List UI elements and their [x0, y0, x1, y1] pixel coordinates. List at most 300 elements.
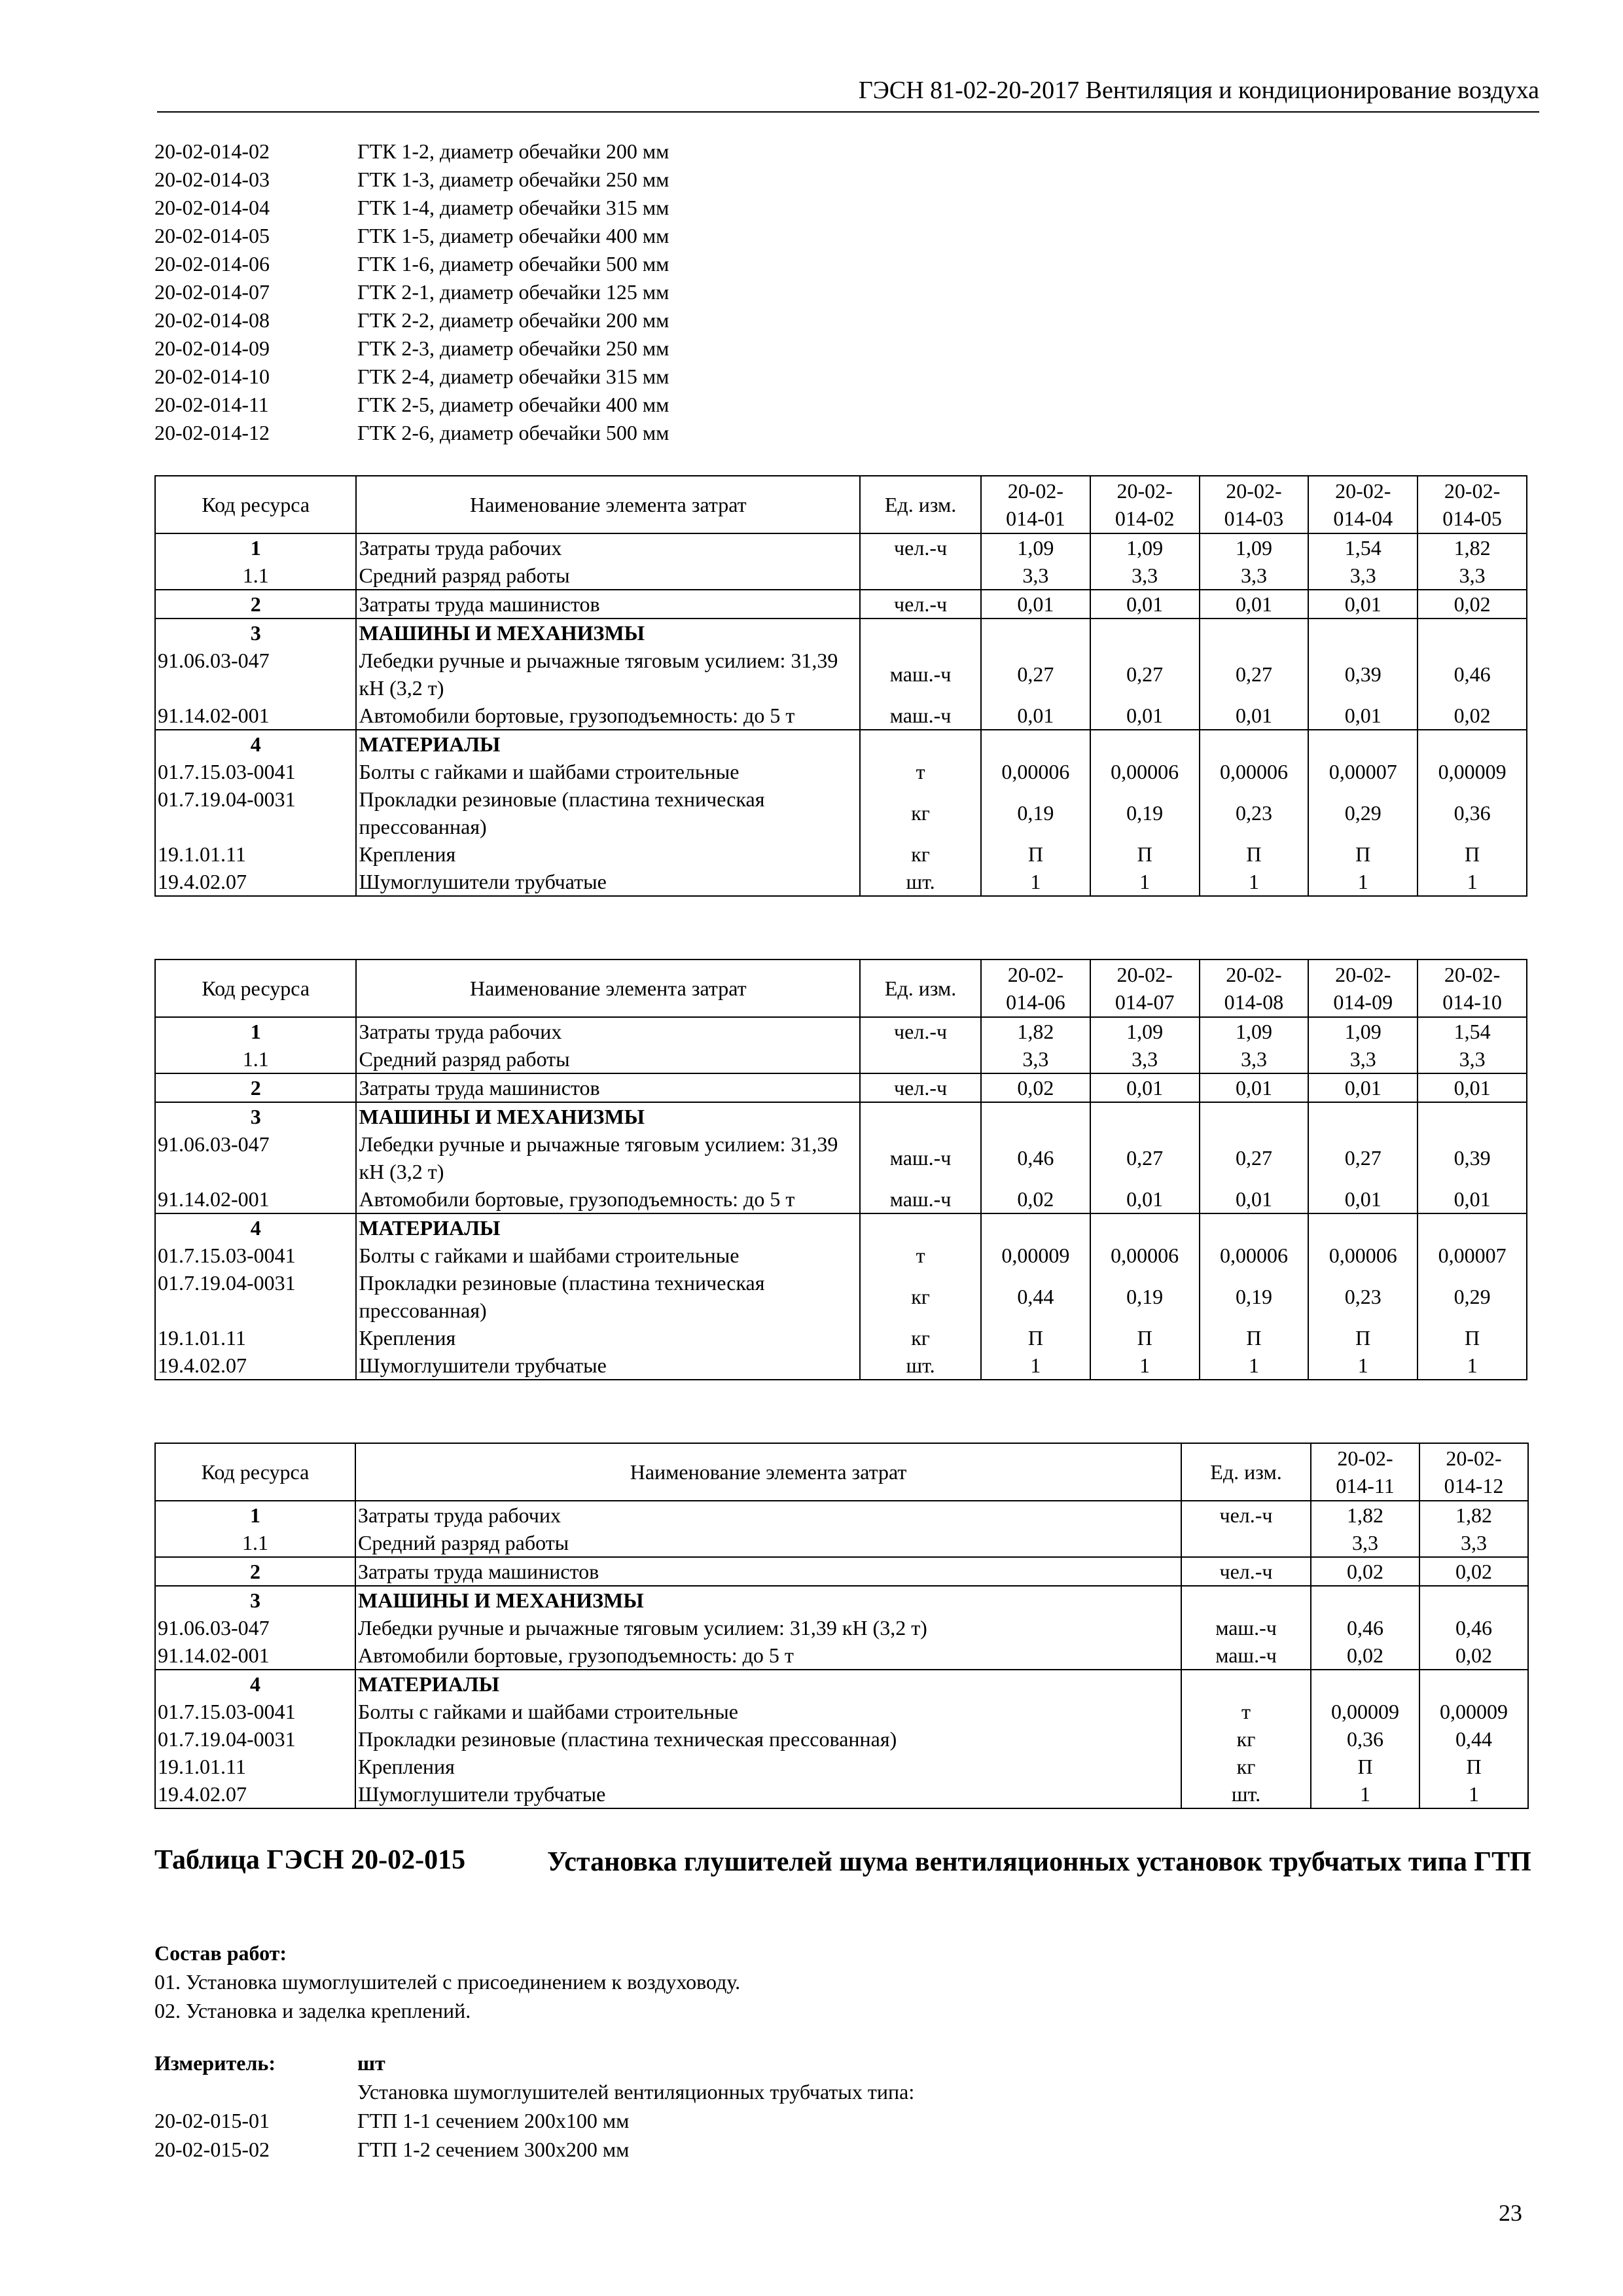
- work-item: 01. Установка шумоглушителей с присоединением к воздуховоду.: [154, 1970, 741, 1994]
- resource-code-cell: 19.1.01.11: [155, 840, 356, 868]
- value-cell: 3,3: [981, 562, 1090, 590]
- code-list-name: ГТК 2-3, диаметр обечайки 250 мм: [357, 336, 669, 360]
- norm-code-part: 014-11: [1336, 1474, 1395, 1498]
- resource-unit-cell: чел.-ч: [860, 533, 981, 562]
- meter-item-name: ГТП 1-2 сечением 300х200 мм: [357, 2138, 630, 2161]
- resource-code-cell: 91.14.02-001: [155, 1641, 355, 1670]
- table-row: [155, 647, 1527, 702]
- resource-code-cell: 19.4.02.07: [155, 1352, 356, 1380]
- value-cell: 0,19: [1090, 785, 1200, 840]
- header-norm-cell: [1311, 1443, 1419, 1501]
- value-cell: П: [981, 840, 1090, 868]
- code-list-code: 20-02-014-04: [154, 196, 270, 219]
- resource-unit-cell: [860, 619, 981, 647]
- value-cell: П: [1200, 840, 1309, 868]
- resource-unit-cell: маш.-ч: [860, 702, 981, 730]
- page-number: 23: [1499, 2200, 1522, 2226]
- value-cell: [1418, 730, 1527, 758]
- code-list-code: 20-02-014-03: [154, 168, 270, 191]
- value-cell: 0,01: [981, 590, 1090, 619]
- value-cell: 0,01: [1090, 1185, 1200, 1213]
- header-norm-cell: [1418, 960, 1527, 1017]
- value-cell: 0,46: [1419, 1614, 1528, 1641]
- header-norm-cell: [1308, 476, 1418, 533]
- value-cell: 0,44: [1419, 1725, 1528, 1753]
- meter-item: [154, 2106, 914, 2135]
- value-cell: [1200, 619, 1309, 647]
- value-cell: 1: [1418, 868, 1527, 896]
- norm-code-part: 20-02-: [1444, 479, 1501, 503]
- resource-name-cell: Шумоглушители трубчатые: [355, 1780, 1181, 1808]
- value-cell: 0,27: [1090, 1130, 1200, 1185]
- value-cell: 1,09: [1090, 1017, 1200, 1045]
- meter-row: [154, 2049, 914, 2077]
- resource-unit-cell: [1181, 1670, 1311, 1698]
- value-cell: 3,3: [1090, 1045, 1200, 1073]
- resource-unit-cell: маш.-ч: [1181, 1641, 1311, 1670]
- value-cell: 0,36: [1311, 1725, 1419, 1753]
- value-cell: 3,3: [981, 1045, 1090, 1073]
- code-list-name: ГТК 2-4, диаметр обечайки 315 мм: [357, 365, 669, 388]
- value-cell: 3,3: [1419, 1529, 1528, 1557]
- table-row: [155, 1670, 1528, 1698]
- value-cell: [981, 730, 1090, 758]
- resource-unit-cell: шт.: [860, 1352, 981, 1380]
- code-list-name: ГТК 1-2, диаметр обечайки 200 мм: [357, 139, 669, 163]
- header-code-cell: Код ресурса: [155, 1443, 355, 1501]
- value-cell: 3,3: [1308, 562, 1418, 590]
- code-list-name: ГТК 1-4, диаметр обечайки 315 мм: [357, 196, 669, 219]
- value-cell: 0,19: [1090, 1269, 1200, 1324]
- code-list-item: [154, 194, 669, 222]
- value-cell: 1,82: [981, 1017, 1090, 1045]
- table-row: [155, 868, 1527, 896]
- resource-name-cell: МАШИНЫ И МЕХАНИЗМЫ: [356, 619, 860, 647]
- resource-code-cell: 2: [155, 590, 356, 619]
- code-list-name: ГТК 1-5, диаметр обечайки 400 мм: [357, 224, 669, 247]
- table-row: [155, 1073, 1527, 1102]
- value-cell: П: [1090, 840, 1200, 868]
- resource-code-cell: 19.1.01.11: [155, 1324, 356, 1352]
- value-cell: 0,00009: [1311, 1698, 1419, 1725]
- resource-name-cell: Средний разряд работы: [356, 1045, 860, 1073]
- table-row: [155, 1324, 1527, 1352]
- value-cell: 0,00009: [981, 1242, 1090, 1269]
- resource-name-cell: Крепления: [356, 1324, 860, 1352]
- value-cell: 1,09: [1200, 1017, 1309, 1045]
- value-cell: [1308, 1213, 1418, 1242]
- value-cell: 1,54: [1308, 533, 1418, 562]
- value-cell: [1090, 1213, 1200, 1242]
- value-cell: 0,27: [1200, 1130, 1309, 1185]
- code-list-code: 20-02-014-02: [154, 139, 270, 163]
- value-cell: 3,3: [1418, 562, 1527, 590]
- resource-code-cell: 3: [155, 1102, 356, 1130]
- value-cell: [1419, 1670, 1528, 1698]
- value-cell: 0,01: [1308, 1073, 1418, 1102]
- resource-code-cell: 2: [155, 1557, 355, 1586]
- resource-unit-cell: [860, 730, 981, 758]
- table-row: [155, 785, 1527, 840]
- value-cell: [1418, 1213, 1527, 1242]
- resource-unit-cell: чел.-ч: [860, 590, 981, 619]
- meter-section: [154, 2049, 914, 2164]
- resource-unit-cell: чел.-ч: [1181, 1501, 1311, 1529]
- resource-unit-cell: т: [1181, 1698, 1311, 1725]
- table-row: [155, 1780, 1528, 1808]
- resource-unit-cell: [860, 562, 981, 590]
- resource-code-cell: 3: [155, 1586, 355, 1614]
- table-header-row: [155, 1443, 1528, 1501]
- value-cell: [1418, 619, 1527, 647]
- value-cell: [1090, 730, 1200, 758]
- resource-name-cell: Автомобили бортовые, грузоподъемность: до 5 т: [355, 1641, 1181, 1670]
- resource-unit-cell: [1181, 1529, 1311, 1557]
- code-list-code: 20-02-014-11: [154, 393, 269, 416]
- value-cell: 1: [1200, 1352, 1309, 1380]
- norm-code-part: 20-02-: [1226, 479, 1282, 503]
- norm-code-part: 014-10: [1442, 990, 1502, 1014]
- table-row: [155, 619, 1527, 647]
- value-cell: 0,01: [1200, 1185, 1309, 1213]
- code-list-name: ГТК 2-6, диаметр обечайки 500 мм: [357, 421, 669, 444]
- value-cell: П: [981, 1324, 1090, 1352]
- value-cell: 0,00006: [1090, 1242, 1200, 1269]
- value-cell: 0,02: [1418, 702, 1527, 730]
- resource-name-cell: Средний разряд работы: [356, 562, 860, 590]
- value-cell: 3,3: [1308, 1045, 1418, 1073]
- value-cell: [1200, 1102, 1309, 1130]
- code-list-item: [154, 306, 669, 334]
- resource-code-cell: 1.1: [155, 1529, 355, 1557]
- header-code-cell: Код ресурса: [155, 960, 356, 1017]
- table-title-label: Таблица ГЭСН 20-02-015: [154, 1845, 466, 1875]
- resource-code-cell: 4: [155, 1213, 356, 1242]
- meter-description-row: [154, 2077, 914, 2106]
- value-cell: 3,3: [1418, 1045, 1527, 1073]
- table-row: [155, 1614, 1528, 1641]
- code-list-code: 20-02-014-08: [154, 308, 270, 332]
- norm-code-part: 014-12: [1444, 1474, 1504, 1498]
- code-list-name: ГТК 2-2, диаметр обечайки 200 мм: [357, 308, 669, 332]
- resource-code-cell: 19.4.02.07: [155, 868, 356, 896]
- code-list-name: ГТК 2-1, диаметр обечайки 125 мм: [357, 280, 669, 304]
- code-list-code: 20-02-014-09: [154, 336, 270, 360]
- value-cell: 1: [1090, 868, 1200, 896]
- resource-name-cell: Болты с гайками и шайбами строительные: [356, 758, 860, 785]
- resource-unit-cell: кг: [860, 1269, 981, 1324]
- header-unit-cell: Ед. изм.: [860, 476, 981, 533]
- code-list-item: [154, 363, 669, 391]
- resource-unit-cell: т: [860, 758, 981, 785]
- norm-code-part: 014-08: [1224, 990, 1284, 1014]
- header-name-cell: Наименование элемента затрат: [355, 1443, 1181, 1501]
- work-composition: [154, 1939, 740, 2025]
- value-cell: 0,00009: [1418, 758, 1527, 785]
- resource-code-cell: 01.7.19.04-0031: [155, 1269, 356, 1324]
- value-cell: 0,46: [1418, 647, 1527, 702]
- value-cell: [981, 1213, 1090, 1242]
- value-cell: П: [1419, 1753, 1528, 1780]
- resource-code-cell: 91.06.03-047: [155, 1614, 355, 1641]
- norm-code-part: 20-02-: [1335, 963, 1391, 986]
- value-cell: 0,01: [1090, 702, 1200, 730]
- table-row: [155, 1130, 1527, 1185]
- resource-name-cell: Лебедки ручные и рычажные тяговым усилием: 31,39 кН (3,2 т): [356, 647, 860, 702]
- table-row: [155, 1557, 1528, 1586]
- header-norm-cell: [1090, 476, 1200, 533]
- resource-name-cell: Затраты труда рабочих: [356, 533, 860, 562]
- value-cell: 1: [1308, 868, 1418, 896]
- table-row: [155, 730, 1527, 758]
- value-cell: 0,39: [1418, 1130, 1527, 1185]
- resource-unit-cell: маш.-ч: [860, 1130, 981, 1185]
- table-row: [155, 1269, 1527, 1324]
- value-cell: 1: [1418, 1352, 1527, 1380]
- code-list-name: ГТК 1-6, диаметр обечайки 500 мм: [357, 252, 669, 276]
- work-item: 02. Установка и заделка креплений.: [154, 1999, 471, 2022]
- value-cell: 1: [1419, 1780, 1528, 1808]
- value-cell: 3,3: [1090, 562, 1200, 590]
- resource-unit-cell: чел.-ч: [860, 1073, 981, 1102]
- code-list-name: ГТК 2-5, диаметр обечайки 400 мм: [357, 393, 669, 416]
- resource-unit-cell: кг: [860, 785, 981, 840]
- resource-name-cell: Лебедки ручные и рычажные тяговым усилием: 31,39 кН (3,2 т): [355, 1614, 1181, 1641]
- value-cell: П: [1090, 1324, 1200, 1352]
- table-row: [155, 1529, 1528, 1557]
- value-cell: 0,01: [1418, 1073, 1527, 1102]
- table-header-row: [155, 960, 1527, 1017]
- value-cell: 1: [981, 868, 1090, 896]
- value-cell: 1,82: [1418, 533, 1527, 562]
- table-row: [155, 1501, 1528, 1529]
- page-header: ГЭСН 81-02-20-2017 Вентиляция и кондиционирование воздуха: [157, 72, 1539, 113]
- value-cell: 0,00007: [1308, 758, 1418, 785]
- table-header-row: [155, 476, 1527, 533]
- value-cell: 0,01: [1308, 590, 1418, 619]
- resource-code-cell: 1: [155, 1501, 355, 1529]
- value-cell: 0,27: [1200, 647, 1309, 702]
- value-cell: 3,3: [1200, 1045, 1309, 1073]
- norm-code-part: 20-02-: [1444, 963, 1501, 986]
- value-cell: [1308, 730, 1418, 758]
- value-cell: 0,44: [981, 1269, 1090, 1324]
- table-row: [155, 1586, 1528, 1614]
- value-cell: 0,01: [1090, 590, 1200, 619]
- table-row: [155, 1725, 1528, 1753]
- meter-item: [154, 2135, 914, 2164]
- value-cell: [1090, 619, 1200, 647]
- resource-code-cell: 2: [155, 1073, 356, 1102]
- value-cell: 0,29: [1308, 785, 1418, 840]
- code-list-name: ГТК 1-3, диаметр обечайки 250 мм: [357, 168, 669, 191]
- resource-name-cell: МАТЕРИАЛЫ: [355, 1670, 1181, 1698]
- resource-unit-cell: шт.: [1181, 1780, 1311, 1808]
- value-cell: 0,01: [1090, 1073, 1200, 1102]
- header-name-cell: Наименование элемента затрат: [356, 960, 860, 1017]
- resource-code-cell: 3: [155, 619, 356, 647]
- norm-code-part: 20-02-: [1446, 1446, 1502, 1470]
- value-cell: П: [1418, 840, 1527, 868]
- resource-unit-cell: чел.-ч: [860, 1017, 981, 1045]
- resource-name-cell: Прокладки резиновые (пластина техническая прессованная): [355, 1725, 1181, 1753]
- table-row: [155, 1213, 1527, 1242]
- value-cell: 0,01: [1200, 702, 1309, 730]
- resource-name-cell: Шумоглушители трубчатые: [356, 868, 860, 896]
- resource-name-cell: Крепления: [356, 840, 860, 868]
- norm-code-part: 014-01: [1006, 507, 1065, 530]
- value-cell: 0,02: [1418, 590, 1527, 619]
- resource-table-1: [154, 475, 1527, 897]
- resource-code-cell: 91.06.03-047: [155, 1130, 356, 1185]
- value-cell: 1: [1200, 868, 1309, 896]
- value-cell: 0,02: [1419, 1641, 1528, 1670]
- code-list-code: 20-02-014-07: [154, 280, 270, 304]
- norm-code-part: 014-05: [1442, 507, 1502, 530]
- resource-code-cell: 91.14.02-001: [155, 702, 356, 730]
- code-list-item: [154, 222, 669, 250]
- resource-name-cell: Затраты труда рабочих: [355, 1501, 1181, 1529]
- value-cell: 1,54: [1418, 1017, 1527, 1045]
- value-cell: 0,19: [1200, 1269, 1309, 1324]
- resource-code-cell: 19.1.01.11: [155, 1753, 355, 1780]
- norm-code-part: 20-02-: [1007, 479, 1064, 503]
- value-cell: 0,00009: [1419, 1698, 1528, 1725]
- header-norm-cell: [1200, 476, 1309, 533]
- value-cell: П: [1418, 1324, 1527, 1352]
- value-cell: 1,82: [1419, 1501, 1528, 1529]
- value-cell: 1,09: [981, 533, 1090, 562]
- table-row: [155, 1753, 1528, 1780]
- norm-code-part: 014-07: [1115, 990, 1175, 1014]
- table-title-text: Установка глушителей шума вентиляционных установок трубчатых типа ГТП: [547, 1847, 1531, 1877]
- resource-code-cell: 1.1: [155, 1045, 356, 1073]
- resource-name-cell: Затраты труда машинистов: [356, 590, 860, 619]
- value-cell: 0,00006: [1200, 1242, 1309, 1269]
- resource-code-cell: 01.7.15.03-0041: [155, 1698, 355, 1725]
- value-cell: 3,3: [1311, 1529, 1419, 1557]
- value-cell: 1: [1090, 1352, 1200, 1380]
- value-cell: 0,02: [1419, 1557, 1528, 1586]
- value-cell: П: [1308, 1324, 1418, 1352]
- value-cell: [1090, 1102, 1200, 1130]
- resource-name-cell: Автомобили бортовые, грузоподъемность: до 5 т: [356, 1185, 860, 1213]
- value-cell: [1418, 1102, 1527, 1130]
- resource-unit-cell: [860, 1045, 981, 1073]
- value-cell: 0,02: [981, 1185, 1090, 1213]
- value-cell: [1200, 1213, 1309, 1242]
- resource-unit-cell: чел.-ч: [1181, 1557, 1311, 1586]
- resource-table-2: [154, 959, 1527, 1380]
- value-cell: [981, 619, 1090, 647]
- resource-name-cell: Затраты труда рабочих: [356, 1017, 860, 1045]
- resource-name-cell: МАШИНЫ И МЕХАНИЗМЫ: [355, 1586, 1181, 1614]
- table-row: [155, 1045, 1527, 1073]
- value-cell: 0,27: [1308, 1130, 1418, 1185]
- value-cell: [1200, 730, 1309, 758]
- header-norm-cell: [1200, 960, 1309, 1017]
- resource-unit-cell: шт.: [860, 868, 981, 896]
- value-cell: П: [1200, 1324, 1309, 1352]
- resource-unit-cell: маш.-ч: [860, 647, 981, 702]
- resource-name-cell: Лебедки ручные и рычажные тяговым усилием: 31,39 кН (3,2 т): [356, 1130, 860, 1185]
- value-cell: П: [1311, 1753, 1419, 1780]
- work-composition-heading: Состав работ:: [154, 1941, 287, 1965]
- value-cell: 0,39: [1308, 647, 1418, 702]
- resource-code-cell: 01.7.19.04-0031: [155, 1725, 355, 1753]
- resource-name-cell: Затраты труда машинистов: [356, 1073, 860, 1102]
- norm-code-part: 20-02-: [1337, 1446, 1393, 1470]
- code-list-code: 20-02-014-12: [154, 421, 270, 444]
- resource-code-cell: 4: [155, 1670, 355, 1698]
- resource-unit-cell: [860, 1102, 981, 1130]
- table-row: [155, 1185, 1527, 1213]
- value-cell: 0,00006: [981, 758, 1090, 785]
- value-cell: 1: [1311, 1780, 1419, 1808]
- value-cell: 0,00006: [1090, 758, 1200, 785]
- norm-code-part: 014-03: [1224, 507, 1284, 530]
- header-norm-cell: [1418, 476, 1527, 533]
- value-cell: 0,01: [1200, 1073, 1309, 1102]
- table-row: [155, 1698, 1528, 1725]
- norm-code-part: 014-06: [1006, 990, 1065, 1014]
- code-list-item: [154, 278, 669, 306]
- header-unit-cell: Ед. изм.: [1181, 1443, 1311, 1501]
- resource-name-cell: Шумоглушители трубчатые: [356, 1352, 860, 1380]
- header-norm-cell: [1419, 1443, 1528, 1501]
- header-norm-cell: [981, 476, 1090, 533]
- code-list-code: 20-02-014-10: [154, 365, 270, 388]
- resource-code-cell: 01.7.15.03-0041: [155, 758, 356, 785]
- resource-name-cell: Крепления: [355, 1753, 1181, 1780]
- code-list-item: [154, 419, 669, 447]
- resource-code-cell: 01.7.15.03-0041: [155, 1242, 356, 1269]
- table-row: [155, 1102, 1527, 1130]
- header-norm-cell: [1308, 960, 1418, 1017]
- value-cell: 0,19: [981, 785, 1090, 840]
- value-cell: 0,00006: [1200, 758, 1309, 785]
- resource-unit-cell: кг: [1181, 1725, 1311, 1753]
- table-row: [155, 1352, 1527, 1380]
- value-cell: 0,00007: [1418, 1242, 1527, 1269]
- table-row: [155, 1017, 1527, 1045]
- value-cell: П: [1308, 840, 1418, 868]
- meter-item-code: 20-02-015-02: [154, 2138, 270, 2161]
- resource-table-3: [154, 1443, 1529, 1809]
- resource-name-cell: Болты с гайками и шайбами строительные: [356, 1242, 860, 1269]
- value-cell: 0,23: [1308, 1269, 1418, 1324]
- table-row: [155, 1641, 1528, 1670]
- resource-code-cell: 4: [155, 730, 356, 758]
- norm-code-part: 014-02: [1115, 507, 1175, 530]
- resource-code-cell: 1: [155, 533, 356, 562]
- resource-unit-cell: маш.-ч: [1181, 1614, 1311, 1641]
- value-cell: 0,00006: [1308, 1242, 1418, 1269]
- value-cell: 0,27: [1090, 647, 1200, 702]
- meter-item-name: ГТП 1-1 сечением 200х100 мм: [357, 2109, 630, 2132]
- value-cell: 0,27: [981, 647, 1090, 702]
- header-norm-cell: [981, 960, 1090, 1017]
- resource-name-cell: МАТЕРИАЛЫ: [356, 1213, 860, 1242]
- meter-label: Измеритель:: [154, 2051, 276, 2075]
- value-cell: 1: [981, 1352, 1090, 1380]
- value-cell: 0,29: [1418, 1269, 1527, 1324]
- value-cell: 0,46: [981, 1130, 1090, 1185]
- header-name-cell: Наименование элемента затрат: [356, 476, 860, 533]
- value-cell: 0,02: [1311, 1557, 1419, 1586]
- norm-code-list: [154, 137, 669, 447]
- resource-name-cell: Средний разряд работы: [355, 1529, 1181, 1557]
